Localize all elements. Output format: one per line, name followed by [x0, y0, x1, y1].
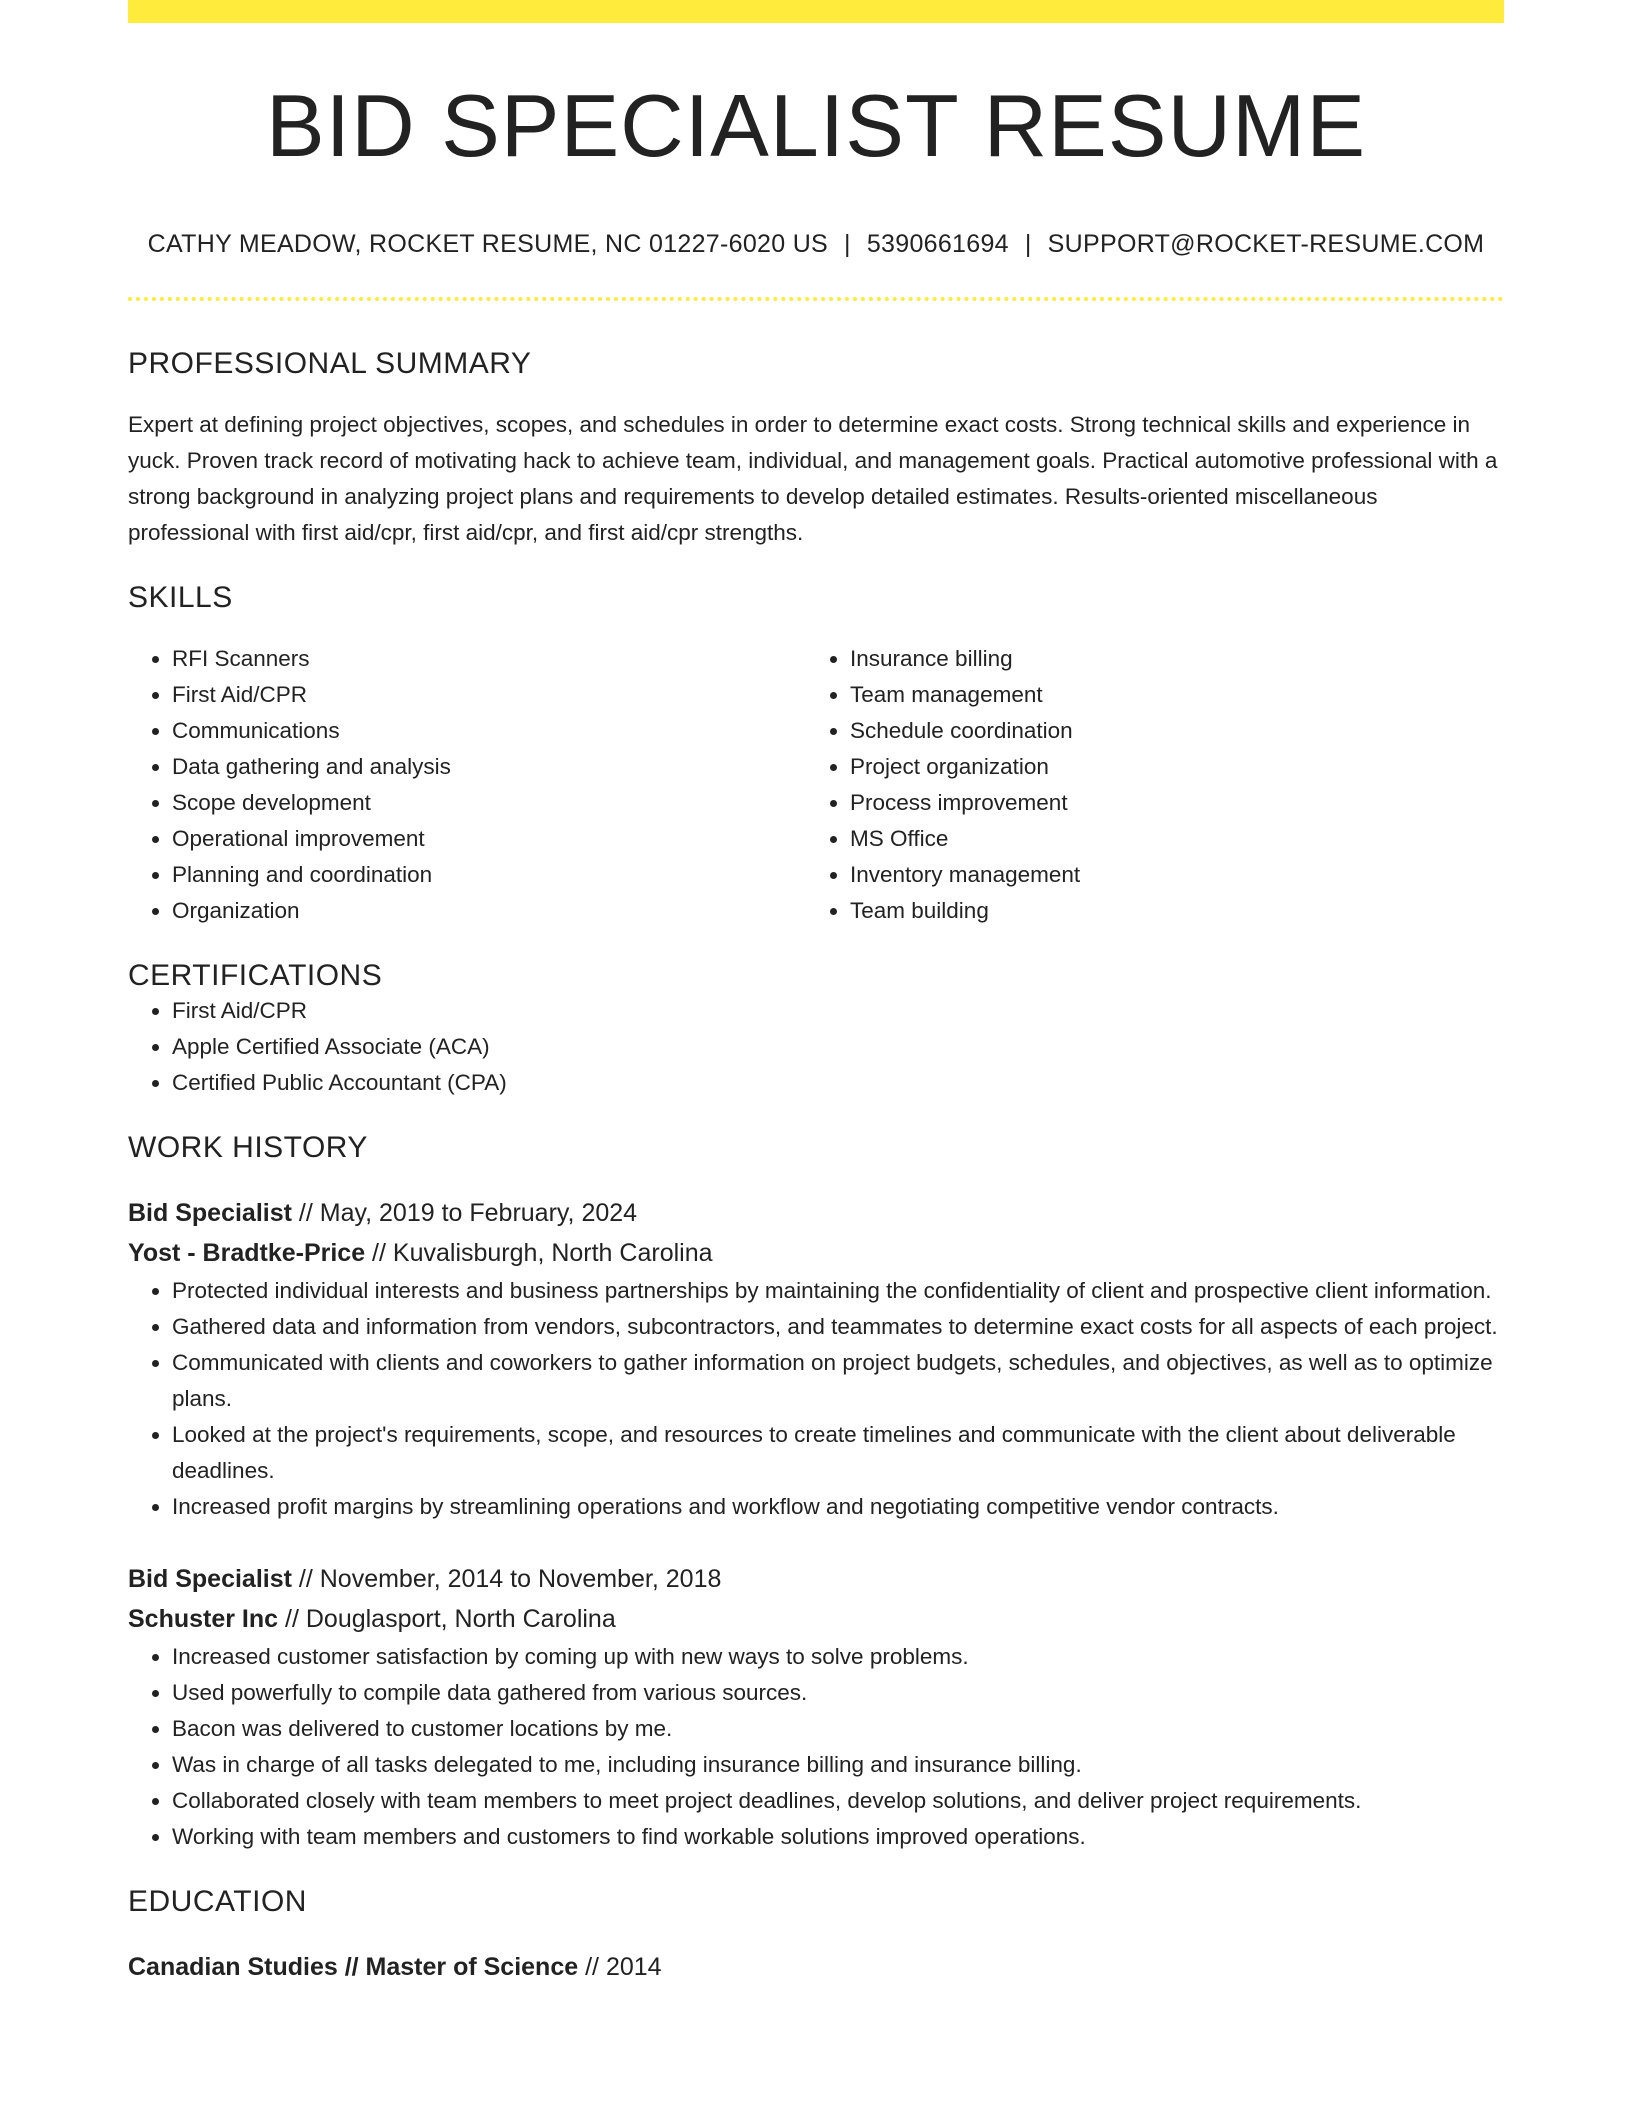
job-title: Bid Specialist: [128, 1565, 292, 1593]
job-bullet: • Protected individual interests and business partnerships by maintaining the confidentiality of client and prospective client information.: [172, 1273, 1504, 1309]
certification-item: • Apple Certified Associate (ACA): [172, 1029, 1504, 1065]
job-title-line: [128, 1193, 1504, 1233]
delimiter: //: [291, 1565, 320, 1593]
skill-item: • Team management: [850, 677, 1484, 713]
skill-item: • Process improvement: [850, 785, 1484, 821]
job-bullet: • Looked at the project's requirements, scope, and resources to create timelines and communicate with the client about deliverable deadlines.: [172, 1417, 1504, 1489]
job-dates: November, 2014 to November, 2018: [319, 1565, 722, 1593]
job-company: Yost - Bradtke-Price: [128, 1239, 366, 1267]
job-company-line: [128, 1599, 1504, 1639]
education-field: Canadian Studies // Master of Science: [128, 1953, 579, 1981]
skill-item: • Schedule coordination: [850, 713, 1484, 749]
dotted-divider: [128, 297, 1504, 301]
summary-heading: PROFESSIONAL SUMMARY: [128, 347, 532, 380]
job-company: Schuster Inc: [128, 1605, 279, 1633]
skills-left-column: [128, 641, 806, 929]
skill-item: • Inventory management: [850, 857, 1484, 893]
certifications-heading: CERTIFICATIONS: [128, 959, 383, 992]
contact-phone: 5390661694: [866, 230, 1009, 258]
skill-item: • Project organization: [850, 749, 1484, 785]
job-bullet: • Communicated with clients and coworkers to gather information on project budgets, schedules, and objectives, as well as to optimize plans.: [172, 1345, 1504, 1417]
skill-item: • First Aid/CPR: [172, 677, 806, 713]
job-title-line: [128, 1559, 1504, 1599]
job-bullet: • Increased profit margins by streamlining operations and workflow and negotiating competitive vendor contracts.: [172, 1489, 1504, 1525]
job-bullet: • Bacon was delivered to customer locations by me.: [172, 1711, 1504, 1747]
job-bullets: [128, 1639, 1504, 1855]
contact-email: SUPPORT@ROCKET-RESUME.COM: [1047, 230, 1485, 258]
work-history-heading: WORK HISTORY: [128, 1131, 368, 1164]
job-bullets: [128, 1273, 1504, 1525]
skill-item: • Insurance billing: [850, 641, 1484, 677]
skills-heading: SKILLS: [128, 581, 233, 614]
job-bullet: • Gathered data and information from vendors, subcontractors, and teammates to determine exact costs for all aspects of each project.: [172, 1309, 1504, 1345]
contact-address: CATHY MEADOW, ROCKET RESUME, NC 01227-6020 US: [147, 230, 829, 258]
education-heading: EDUCATION: [128, 1885, 307, 1918]
job-title: Bid Specialist: [128, 1199, 292, 1227]
job-entry: [128, 1559, 1504, 1855]
contact-separator: |: [1024, 230, 1032, 258]
education-year: 2014: [605, 1953, 662, 1981]
job-company-line: [128, 1233, 1504, 1273]
job-bullet: • Working with team members and customers to find workable solutions improved operations.: [172, 1819, 1504, 1855]
job-location: Kuvalisburgh, North Carolina: [392, 1239, 713, 1267]
certification-item: • Certified Public Accountant (CPA): [172, 1065, 1504, 1101]
resume-title: BID SPECIALIST RESUME: [265, 76, 1367, 175]
job-bullet: • Increased customer satisfaction by coming up with new ways to solve problems.: [172, 1639, 1504, 1675]
job-bullet: • Was in charge of all tasks delegated to me, including insurance billing and insurance billing.: [172, 1747, 1504, 1783]
job-bullet: • Used powerfully to compile data gathered from various sources.: [172, 1675, 1504, 1711]
skill-item: • RFI Scanners: [172, 641, 806, 677]
certifications-list: [128, 993, 1504, 1101]
skill-item: • Operational improvement: [172, 821, 806, 857]
skill-item: • Organization: [172, 893, 806, 929]
education-entry: [128, 1947, 1504, 1987]
skill-item: • Team building: [850, 893, 1484, 929]
delimiter: //: [578, 1953, 606, 1981]
skills-grid: [128, 641, 1504, 929]
skill-item: • Planning and coordination: [172, 857, 806, 893]
skill-item: • Scope development: [172, 785, 806, 821]
delimiter: //: [278, 1605, 306, 1633]
delimiter: //: [365, 1239, 393, 1267]
accent-top-bar: [128, 0, 1504, 23]
summary-text: Expert at defining project objectives, scopes, and schedules in order to determine exact costs. Strong technical skills and experience in yuck. Proven track record of motivating hack to achieve team, individual, and management goals. Practical automotive professional with a strong background in analyzing project plans and requirements to develop detailed estimates. Results-oriented miscellaneous professional with first aid/cpr, first aid/cpr, and first aid/cpr strengths.: [128, 412, 1498, 545]
skills-right-column: [806, 641, 1484, 929]
resume-page: [128, 0, 1504, 1987]
skill-item: • Data gathering and analysis: [172, 749, 806, 785]
skill-item: • MS Office: [850, 821, 1484, 857]
job-location: Douglasport, North Carolina: [305, 1605, 616, 1633]
delimiter: //: [291, 1199, 320, 1227]
job-entry: [128, 1193, 1504, 1525]
contact-separator: |: [844, 230, 851, 258]
contact-line: [128, 230, 1504, 259]
certification-item: • First Aid/CPR: [172, 993, 1504, 1029]
skill-item: • Communications: [172, 713, 806, 749]
job-bullet: • Collaborated closely with team members to meet project deadlines, develop solutions, and deliver project requirements.: [172, 1783, 1504, 1819]
job-dates: May, 2019 to February, 2024: [319, 1199, 638, 1227]
